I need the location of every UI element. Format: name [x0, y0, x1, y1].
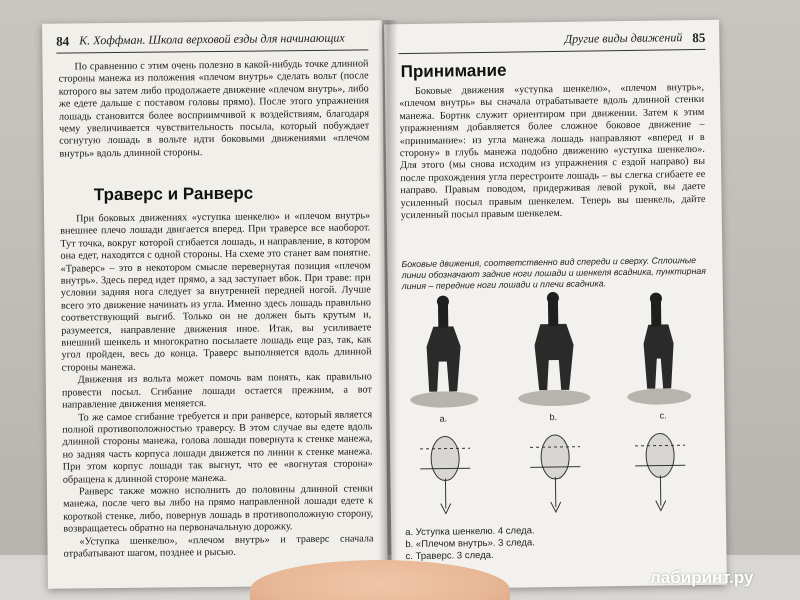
right-page-number: 85 — [692, 29, 706, 46]
left-page-number: 84 — [56, 33, 70, 49]
horse-rider-a-illustration — [409, 295, 479, 408]
right-page — [384, 20, 727, 590]
right-running-title: Другие виды движений — [564, 30, 683, 46]
figure-label-a: a. — [439, 413, 448, 424]
figure-label-c: c. — [659, 410, 667, 421]
right-body-paragraph: Боковые движения «уступка шенкелю», «плечом внутрь», «плечом внутрь» вы сначала отрабатываете вдоль длинной стенки манежа. Бортик служит ориентиром при движении. Затем к этим упражнениям добавляется более сложное боковое движение – «принимание»: из угла манежа лошадь направляют «вперед и в сторону» в глубь манежа подобно движению «уступка шенкелю». Для этого (мы снова исходим из упражнения с ездой направо) вы после прохождения угла перестроите лошадь – вы слегка сгибаете ее направо. Правым поводом, придерживая левой рукой, вы даете усиленный посыл правым шенкелем. Теперь вы шенкель, дайте усиленный посыл правым шенкелем. — [399, 81, 706, 222]
legend-item-b: b. «Плечом внутрь». 3 следа. — [405, 537, 535, 551]
right-body-text — [399, 82, 706, 223]
body-paragraph-2: Движения из вольта может помочь вам понять, как правильно провести посыл. Сгибание лошади остается прежним, а вот направление движения меняется. — [61, 371, 372, 411]
book-gutter — [378, 20, 398, 590]
horse-front-view-figure — [398, 288, 715, 412]
legend-item-a: a. Уступка шенкелю. 4 следа. — [405, 525, 535, 539]
horse-top-view-figure — [400, 420, 716, 524]
left-section-heading: Траверс и Ранверс — [93, 183, 254, 205]
body-paragraph-1: При боковых движениях «уступка шенкелю» и «плечом внутрь» внешнее плечо лошади двигается вперед. При траверсе все наоборот. Тут точка, вокруг которой сгибается лошадь, и направление, в котором она едет, находятся с одной стороны. На схеме это станет вам понятне. «Траверс» – это в некотором смысле перевернутая позиция «плечом внутрь». Здесь перед идет прямо, а зад заступает вбок. При траве: при условии задняя нога следует за внутренней передней ногой. Лучше всего это движение начинать из угла. Именно здесь лошадь правильно соответствующий выгиб. Только он не должен быть крутым и, разумеется, направление движения иное. Итак, вы усиливаете внешний шенкель и многократно посылаете лошадь еще раз, так, как угол пройден, весь до конца. Траверс выполняется вдоль длинной стороны манежа. — [60, 210, 372, 374]
top-view-b — [530, 435, 581, 513]
watermark: лабиринт.ру — [650, 568, 754, 587]
left-running-head — [56, 30, 368, 53]
figure-legend — [405, 525, 535, 563]
body-paragraph-4: Ранверс также можно исполнить до половины длинной стенки манежа, после чего вы либо на прямо направленной лошади едете к короткой стенке, либо, повернув лошадь в противоположную сторону, возвращаетесь обратно на первоначальную дорожку. — [63, 483, 374, 535]
right-section-heading: Принимание — [400, 60, 507, 82]
left-intro-text — [58, 58, 369, 160]
top-view-c — [635, 433, 686, 511]
left-page — [42, 20, 388, 589]
intro-paragraph: По сравнению с этим очень полезно в какой-нибудь точке длинной стороны манежа из положения «плечом внутрь» сделать вольт (после которого вы затем либо продолжаете движение «плечом внутрь», либо же едете дальше с поставом головы прямо). После этого упражнения лошадь становится более восприимчивой к воздействиям, благодаря чему увеличивается чувствительность посыла, который побуждает согнутую лошадь в вольте идти боковыми движениями «плечом внутрь» вдоль длинной стороны. — [58, 58, 370, 160]
left-running-title: К. Хоффман. Школа верховой езды для начинающих — [79, 30, 345, 48]
top-view-a — [420, 436, 471, 514]
body-paragraph-5: «Уступка шенкелю», «плечом внутрь» и траверс сначала отрабатывают шагом, позднее и рысью. — [63, 532, 374, 560]
figure-caption: Боковые движения, соответственно вид спереди и сверху. Сплошные линии обозначают задние ноги лошади и шенкеля всадника, пунктирная линия – передние ноги лошади и плечи всадника. — [401, 255, 707, 292]
left-body-text — [60, 210, 374, 561]
figure-label-b: b. — [549, 411, 558, 423]
legend-item-c: c. Траверс. 3 следа. — [405, 549, 494, 563]
body-paragraph-3: То же самое сгибание требуется и при ранверсе, который является полной противоположностью траверсу. В этом случае вы едете вдоль длинной стороны манежа, голова лошади повернута к стенке манежа, но задняя часть корпуса лошади движется по линии к стенке манежа. При этом корпус лошади так выгнут, что ее «вогнутая сторона» обращена к длинной стороне манежа. — [62, 408, 373, 486]
horse-rider-b-illustration — [517, 292, 591, 407]
horse-rider-c-illustration — [626, 292, 692, 405]
right-running-head — [398, 30, 705, 54]
